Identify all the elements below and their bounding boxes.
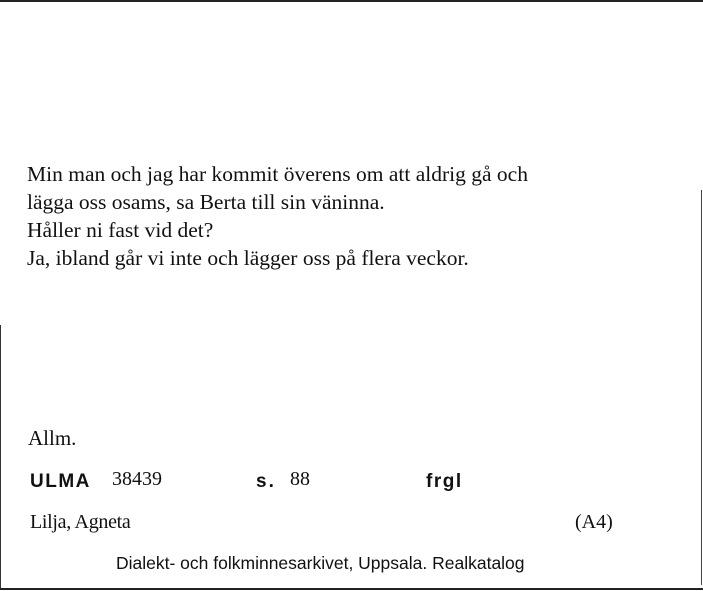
card-left-edge <box>0 325 1 590</box>
archive-footer: Dialekt- och folkminnesarkivet, Uppsala. Realkatalog <box>116 553 525 573</box>
text-line: lägga oss osams, sa Berta till sin väninna. <box>27 190 385 214</box>
type-code: frgl <box>426 471 463 492</box>
page-label: s. <box>256 471 276 492</box>
archive-label: ULMA <box>30 471 91 492</box>
recorder-name: Lilja, Agneta <box>30 511 131 533</box>
text-line: Min man och jag har kommit överens om att aldrig gå och <box>27 162 528 186</box>
page-number: 88 <box>290 468 310 490</box>
archive-number: 38439 <box>112 468 162 490</box>
reference-code: (A4) <box>575 511 613 533</box>
card-body-text <box>27 160 687 272</box>
category-label: Allm. <box>28 426 77 450</box>
card-right-edge <box>701 190 702 585</box>
text-line: Håller ni fast vid det? <box>27 218 214 242</box>
text-line: Ja, ibland går vi inte och lägger oss på flera veckor. <box>27 246 469 270</box>
card-top-edge <box>0 0 703 2</box>
card-bottom-edge <box>0 588 703 590</box>
